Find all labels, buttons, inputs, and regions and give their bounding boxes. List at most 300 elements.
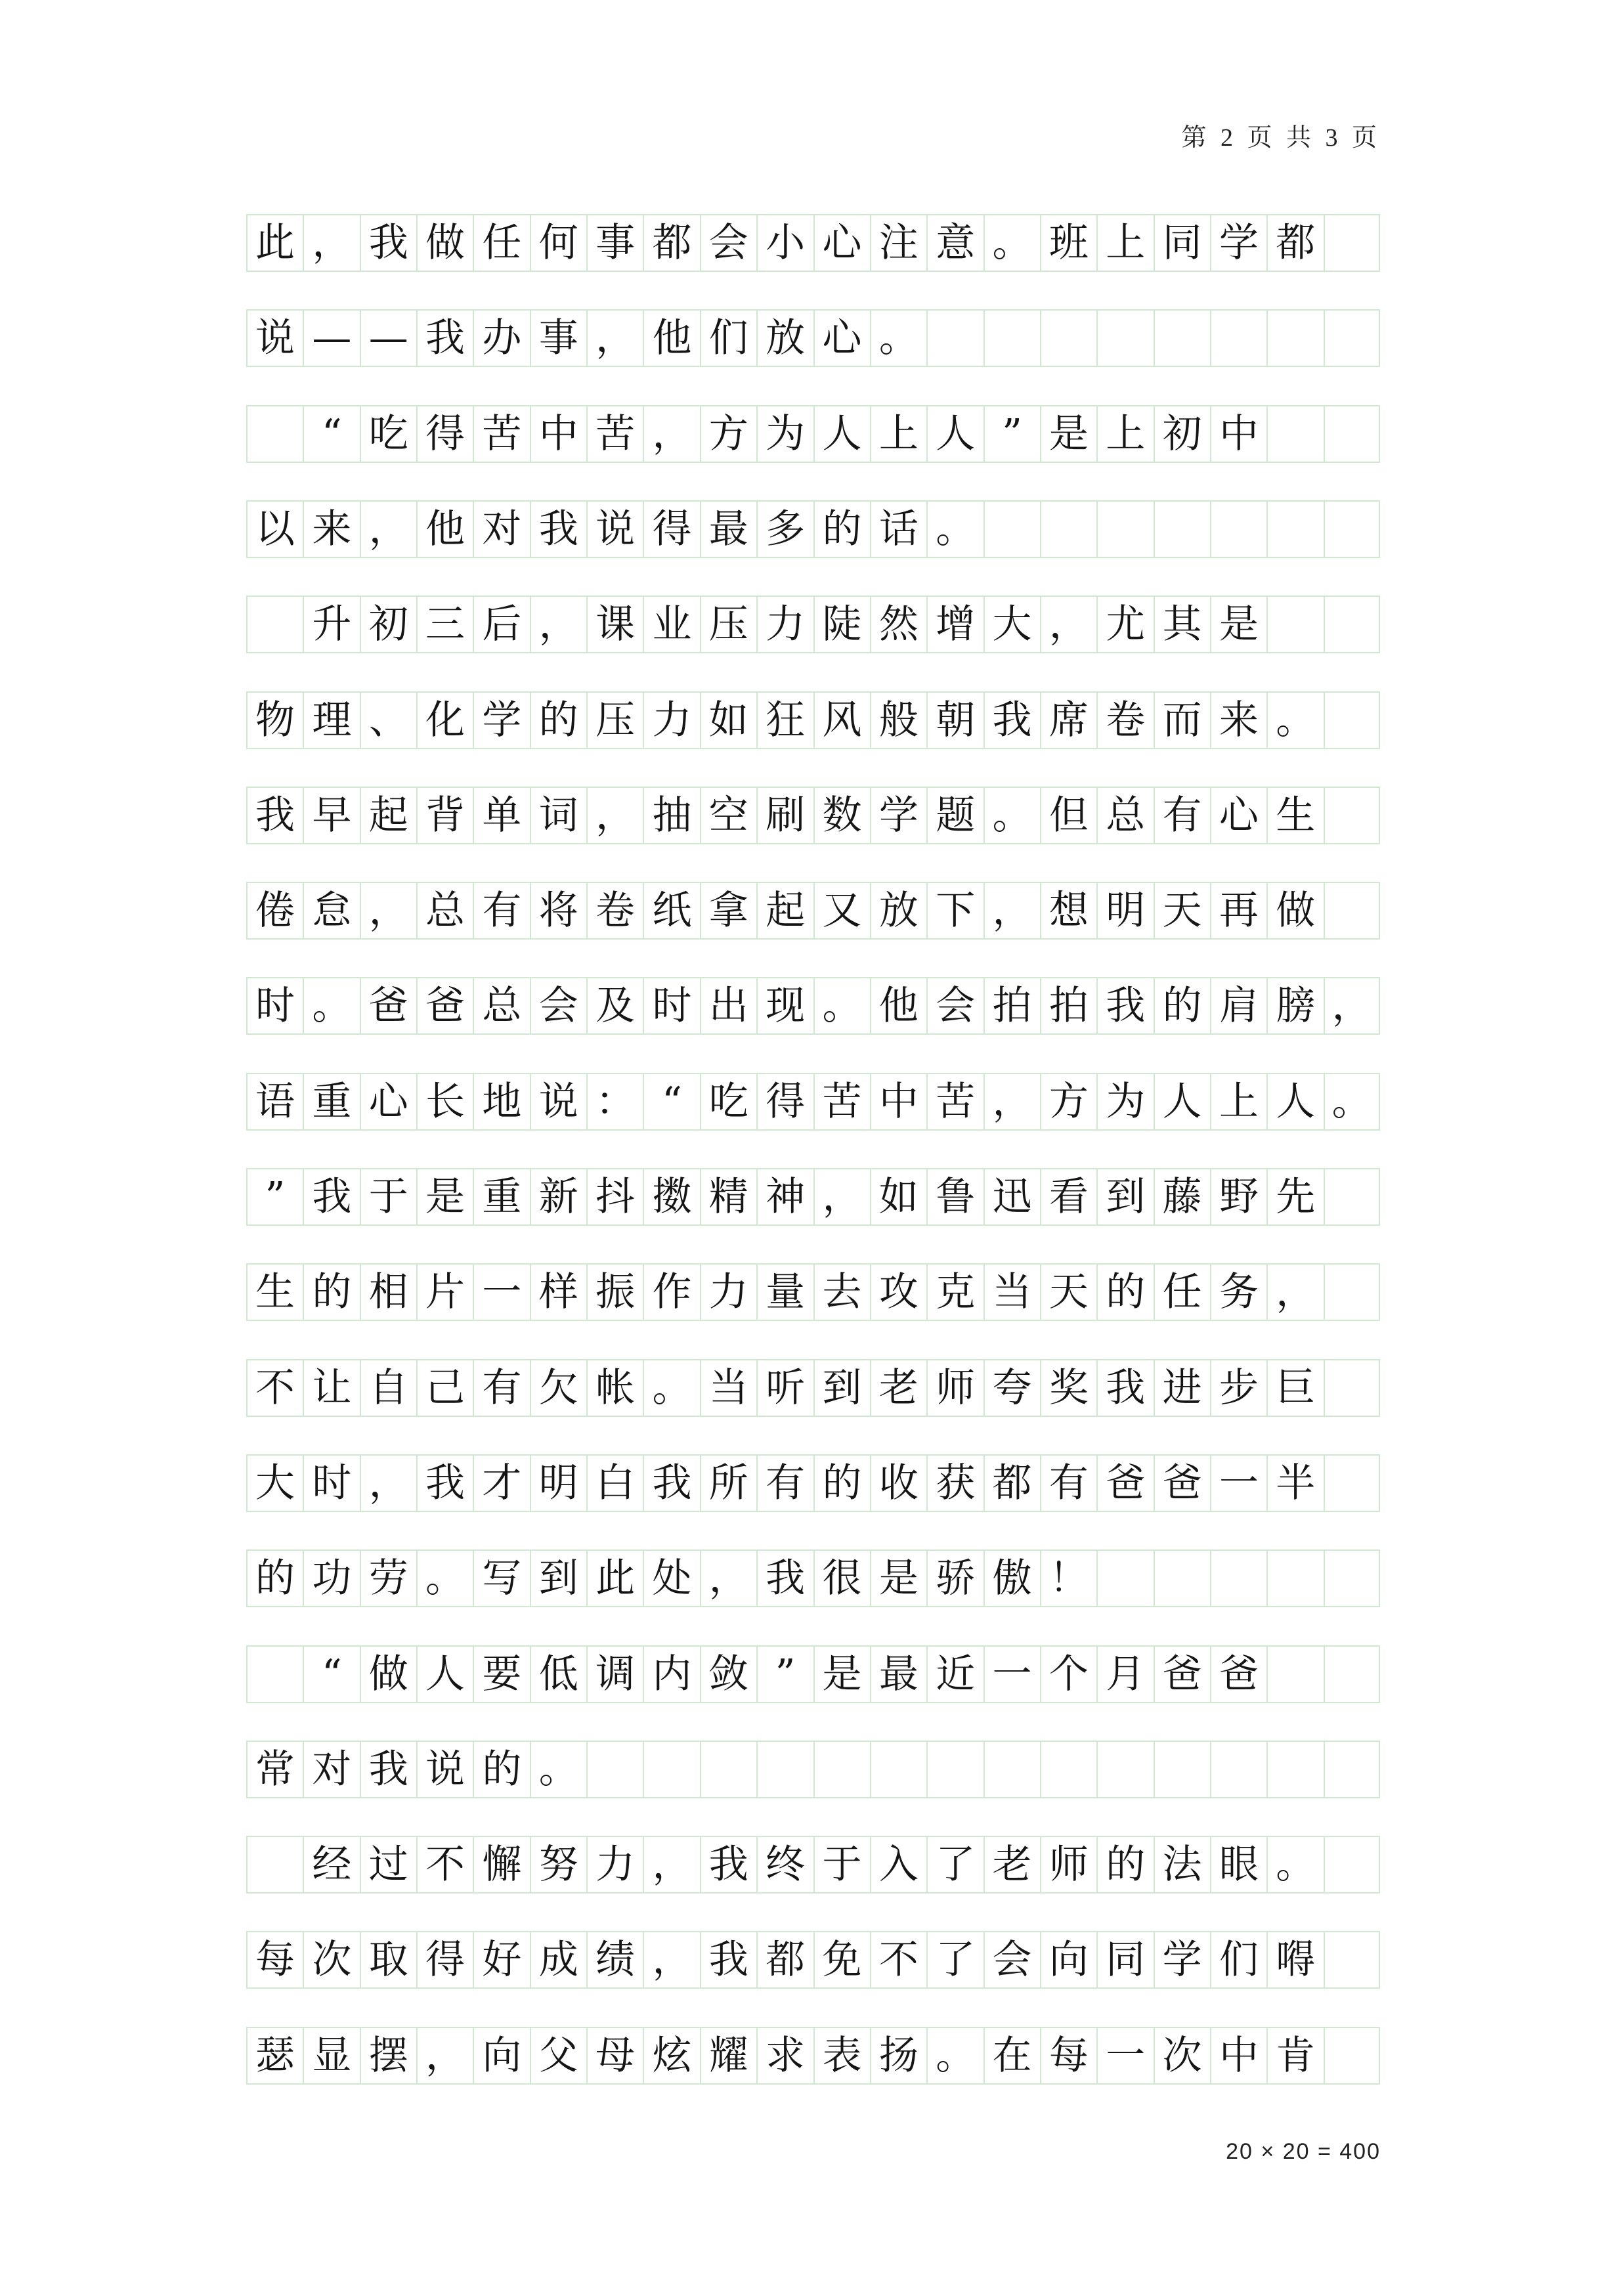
grid-cell: 成 xyxy=(530,1932,586,1987)
grid-cell: 一 xyxy=(473,1265,529,1320)
grid-cell xyxy=(926,311,983,366)
grid-cell xyxy=(246,406,303,462)
grid-cell: 。 xyxy=(1266,693,1323,748)
grid-cell: ， xyxy=(700,1551,756,1606)
grid-cell: 藤 xyxy=(1154,1169,1210,1224)
grid-cell: ， xyxy=(416,2028,473,2083)
grid-cell: 懈 xyxy=(473,1837,529,1892)
grid-cell: 风 xyxy=(813,693,870,748)
grid-cell: ， xyxy=(360,883,416,938)
grid-cell: 起 xyxy=(756,883,813,938)
grid-cell: 。 xyxy=(416,1551,473,1606)
grid-cell: 拿 xyxy=(700,883,756,938)
grid-cell: 务 xyxy=(1210,1265,1266,1320)
grid-cell: 人 xyxy=(1154,1074,1210,1129)
grid-cell: 理 xyxy=(303,693,359,748)
grid-cell: 显 xyxy=(303,2028,359,2083)
grid-cell: 如 xyxy=(870,1169,926,1224)
grid-cell xyxy=(983,1742,1040,1797)
grid-cell: 瑟 xyxy=(246,2028,303,2083)
grid-cell: 白 xyxy=(586,1456,643,1511)
grid-cell: 次 xyxy=(303,1932,359,1987)
grid-cell: 然 xyxy=(870,597,926,652)
grid-cell: 迅 xyxy=(983,1169,1040,1224)
grid-cell: 于 xyxy=(813,1837,870,1892)
grid-cell: 向 xyxy=(1040,1932,1096,1987)
grid-cell: 爸 xyxy=(1096,1456,1153,1511)
grid-cell: 事 xyxy=(530,311,586,366)
grid-row xyxy=(246,1836,1380,1894)
grid-cell: 调 xyxy=(586,1647,643,1702)
grid-cell: 终 xyxy=(756,1837,813,1892)
grid-cell: ， xyxy=(983,1074,1040,1129)
grid-cell: 、 xyxy=(360,693,416,748)
grid-row xyxy=(246,1645,1380,1703)
grid-cell: 吃 xyxy=(700,1074,756,1129)
grid-cell xyxy=(1266,597,1323,652)
grid-cell: 于 xyxy=(360,1169,416,1224)
grid-cell: 每 xyxy=(1040,2028,1096,2083)
grid-cell: 人 xyxy=(416,1647,473,1702)
grid-cell: 摆 xyxy=(360,2028,416,2083)
grid-cell: 何 xyxy=(530,215,586,271)
grid-cell: — xyxy=(360,311,416,366)
grid-cell: 总 xyxy=(416,883,473,938)
grid-cell xyxy=(1324,1456,1380,1511)
grid-cell: 擞 xyxy=(643,1169,699,1224)
grid-cell: 初 xyxy=(360,597,416,652)
grid-cell: 来 xyxy=(303,502,359,557)
grid-cell: 抖 xyxy=(586,1169,643,1224)
grid-row xyxy=(246,691,1380,749)
grid-row xyxy=(246,2027,1380,2085)
grid-cell: 内 xyxy=(643,1647,699,1702)
grid-cell: 中 xyxy=(870,1074,926,1129)
grid-cell: ， xyxy=(643,1837,699,1892)
grid-cell: 得 xyxy=(416,406,473,462)
grid-cell: 近 xyxy=(926,1647,983,1702)
grid-cell: 单 xyxy=(473,788,529,843)
grid-cell: 陡 xyxy=(813,597,870,652)
grid-cell: 力 xyxy=(643,693,699,748)
grid-cell: 好 xyxy=(473,1932,529,1987)
grid-cell: 努 xyxy=(530,1837,586,1892)
grid-cell: 大 xyxy=(246,1456,303,1511)
grid-cell xyxy=(926,1742,983,1797)
grid-cell: 说 xyxy=(586,502,643,557)
grid-cell xyxy=(756,1742,813,1797)
grid-cell: 事 xyxy=(586,215,643,271)
grid-cell xyxy=(1324,1169,1380,1224)
grid-cell: 个 xyxy=(1040,1647,1096,1702)
grid-cell: 当 xyxy=(983,1265,1040,1320)
grid-cell: 我 xyxy=(756,1551,813,1606)
grid-cell: 人 xyxy=(813,406,870,462)
grid-cell: 爸 xyxy=(1154,1456,1210,1511)
grid-cell: 入 xyxy=(870,1837,926,1892)
grid-cell: 所 xyxy=(700,1456,756,1511)
grid-cell: 。 xyxy=(870,311,926,366)
grid-row xyxy=(246,405,1380,463)
grid-cell xyxy=(1154,1742,1210,1797)
grid-cell: 是 xyxy=(813,1647,870,1702)
grid-cell: 此 xyxy=(586,1551,643,1606)
grid-cell: 是 xyxy=(870,1551,926,1606)
grid-cell xyxy=(643,1742,699,1797)
grid-cell: 的 xyxy=(1096,1265,1153,1320)
grid-cell: 法 xyxy=(1154,1837,1210,1892)
grid-cell: 步 xyxy=(1210,1360,1266,1416)
grid-cell: 肩 xyxy=(1210,978,1266,1033)
grid-cell: 我 xyxy=(416,311,473,366)
grid-cell: 方 xyxy=(1040,1074,1096,1129)
grid-cell: 有 xyxy=(1040,1456,1096,1511)
grid-cell: 我 xyxy=(700,1932,756,1987)
grid-cell xyxy=(1210,1742,1266,1797)
grid-cell: 重 xyxy=(473,1169,529,1224)
grid-cell: 处 xyxy=(643,1551,699,1606)
grid-cell xyxy=(1324,1360,1380,1416)
grid-cell: 对 xyxy=(473,502,529,557)
grid-cell: 新 xyxy=(530,1169,586,1224)
grid-cell xyxy=(870,1742,926,1797)
grid-row xyxy=(246,1931,1380,1989)
grid-cell: 在 xyxy=(983,2028,1040,2083)
grid-cell: 都 xyxy=(1266,215,1323,271)
grid-cell: 让 xyxy=(303,1360,359,1416)
grid-cell: 的 xyxy=(1154,978,1210,1033)
grid-cell: 巨 xyxy=(1266,1360,1323,1416)
grid-cell: 得 xyxy=(416,1932,473,1987)
grid-cell xyxy=(1324,1265,1380,1320)
grid-cell: ， xyxy=(1324,978,1380,1033)
grid-cell: — xyxy=(303,311,359,366)
grid-cell: 及 xyxy=(586,978,643,1033)
grid-cell: 后 xyxy=(473,597,529,652)
grid-cell: 地 xyxy=(473,1074,529,1129)
grid-cell: 方 xyxy=(700,406,756,462)
grid-cell: 其 xyxy=(1154,597,1210,652)
grid-cell: 的 xyxy=(1096,1837,1153,1892)
grid-cell: 量 xyxy=(756,1265,813,1320)
grid-cell: 做 xyxy=(360,1647,416,1702)
grid-cell: ， xyxy=(303,215,359,271)
grid-cell: 。 xyxy=(303,978,359,1033)
grid-cell: 作 xyxy=(643,1265,699,1320)
grid-cell: 上 xyxy=(870,406,926,462)
grid-cell xyxy=(1324,1932,1380,1987)
grid-cell xyxy=(1324,1837,1380,1892)
grid-cell: 拍 xyxy=(983,978,1040,1033)
grid-row xyxy=(246,214,1380,272)
grid-cell: 听 xyxy=(756,1360,813,1416)
grid-cell: 扬 xyxy=(870,2028,926,2083)
grid-cell xyxy=(1266,1647,1323,1702)
grid-cell: 。 xyxy=(983,215,1040,271)
grid-cell xyxy=(1154,311,1210,366)
grid-row xyxy=(246,309,1380,367)
grid-cell: 了 xyxy=(926,1837,983,1892)
grid-cell: 卷 xyxy=(586,883,643,938)
grid-cell: 而 xyxy=(1154,693,1210,748)
grid-cell: 早 xyxy=(303,788,359,843)
grid-row xyxy=(246,500,1380,558)
grid-cell: 会 xyxy=(983,1932,1040,1987)
grid-cell: 生 xyxy=(246,1265,303,1320)
grid-cell xyxy=(1096,502,1153,557)
grid-cell: 最 xyxy=(700,502,756,557)
grid-cell: 去 xyxy=(813,1265,870,1320)
grid-cell: ， xyxy=(586,788,643,843)
grid-cell: 我 xyxy=(416,1456,473,1511)
grid-cell xyxy=(1324,215,1380,271)
grid-cell: 到 xyxy=(813,1360,870,1416)
grid-cell xyxy=(1266,1742,1323,1797)
grid-cell: 。 xyxy=(1266,1837,1323,1892)
grid-row xyxy=(246,882,1380,940)
grid-cell: 空 xyxy=(700,788,756,843)
grid-cell: 总 xyxy=(473,978,529,1033)
grid-cell xyxy=(1096,1551,1153,1606)
grid-cell: 己 xyxy=(416,1360,473,1416)
grid-cell xyxy=(1040,1742,1096,1797)
grid-cell: 的 xyxy=(813,1456,870,1511)
grid-cell: 是 xyxy=(1040,406,1096,462)
grid-cell: 上 xyxy=(1096,406,1153,462)
grid-cell: 表 xyxy=(813,2028,870,2083)
grid-cell: 我 xyxy=(303,1169,359,1224)
grid-cell xyxy=(1324,1647,1380,1702)
grid-cell: 又 xyxy=(813,883,870,938)
grid-cell: 人 xyxy=(1266,1074,1323,1129)
grid-cell: 爸 xyxy=(1154,1647,1210,1702)
grid-row xyxy=(246,1359,1380,1417)
grid-cell: 他 xyxy=(416,502,473,557)
writing-grid xyxy=(246,197,1380,2105)
grid-cell: 免 xyxy=(813,1932,870,1987)
grid-cell: 每 xyxy=(246,1932,303,1987)
grid-cell: 般 xyxy=(870,693,926,748)
grid-cell: 任 xyxy=(473,215,529,271)
grid-cell: 攻 xyxy=(870,1265,926,1320)
grid-cell: 怠 xyxy=(303,883,359,938)
grid-row xyxy=(246,1454,1380,1512)
grid-cell: 背 xyxy=(416,788,473,843)
grid-cell: 一 xyxy=(983,1647,1040,1702)
grid-cell: 学 xyxy=(870,788,926,843)
grid-cell: 们 xyxy=(700,311,756,366)
grid-cell: 写 xyxy=(473,1551,529,1606)
grid-cell xyxy=(1040,311,1096,366)
grid-cell: 说 xyxy=(246,311,303,366)
grid-cell: 不 xyxy=(416,1837,473,1892)
grid-cell: 不 xyxy=(246,1360,303,1416)
grid-cell: 。 xyxy=(926,2028,983,2083)
grid-cell: 物 xyxy=(246,693,303,748)
grid-cell: ！ xyxy=(1040,1551,1096,1606)
grid-cell: 到 xyxy=(1096,1169,1153,1224)
grid-cell: 同 xyxy=(1096,1932,1153,1987)
grid-cell: 上 xyxy=(1096,215,1153,271)
grid-cell: ， xyxy=(1040,597,1096,652)
grid-cell xyxy=(1154,502,1210,557)
grid-cell: 绩 xyxy=(586,1932,643,1987)
grid-cell: 学 xyxy=(1154,1932,1210,1987)
grid-cell: ， xyxy=(586,311,643,366)
grid-cell xyxy=(1324,597,1380,652)
grid-cell: 明 xyxy=(530,1456,586,1511)
grid-cell: 起 xyxy=(360,788,416,843)
grid-cell: 班 xyxy=(1040,215,1096,271)
grid-cell xyxy=(246,597,303,652)
grid-cell: “ xyxy=(643,1074,699,1129)
grid-cell: 以 xyxy=(246,502,303,557)
grid-cell: 纸 xyxy=(643,883,699,938)
grid-cell: 会 xyxy=(926,978,983,1033)
grid-cell: 将 xyxy=(530,883,586,938)
grid-cell: 人 xyxy=(926,406,983,462)
grid-cell: 得 xyxy=(643,502,699,557)
grid-cell: 有 xyxy=(756,1456,813,1511)
grid-cell xyxy=(1154,1551,1210,1606)
grid-cell: 振 xyxy=(586,1265,643,1320)
grid-cell: 升 xyxy=(303,597,359,652)
grid-cell: 初 xyxy=(1154,406,1210,462)
grid-cell: ， xyxy=(643,1932,699,1987)
grid-cell: 得 xyxy=(756,1074,813,1129)
grid-cell: 时 xyxy=(643,978,699,1033)
grid-cell xyxy=(1210,1551,1266,1606)
grid-cell: 敛 xyxy=(700,1647,756,1702)
grid-cell: 压 xyxy=(586,693,643,748)
grid-cell: 取 xyxy=(360,1932,416,1987)
grid-cell xyxy=(983,311,1040,366)
grid-cell xyxy=(1266,406,1323,462)
grid-cell: 心 xyxy=(813,215,870,271)
grid-cell: 嘚 xyxy=(1266,1932,1323,1987)
grid-cell: 精 xyxy=(700,1169,756,1224)
grid-cell xyxy=(983,502,1040,557)
grid-cell: 是 xyxy=(1210,597,1266,652)
grid-cell: 不 xyxy=(870,1932,926,1987)
grid-cell: 老 xyxy=(870,1360,926,1416)
grid-cell: 功 xyxy=(303,1551,359,1606)
grid-cell: 总 xyxy=(1096,788,1153,843)
grid-cell: 心 xyxy=(1210,788,1266,843)
grid-cell: 一 xyxy=(1096,2028,1153,2083)
grid-cell xyxy=(1210,502,1266,557)
grid-cell: 学 xyxy=(473,693,529,748)
grid-cell: 师 xyxy=(1040,1837,1096,1892)
grid-cell: 了 xyxy=(926,1932,983,1987)
grid-cell: 爸 xyxy=(416,978,473,1033)
grid-cell xyxy=(1210,311,1266,366)
grid-cell: 师 xyxy=(926,1360,983,1416)
grid-cell: 下 xyxy=(926,883,983,938)
grid-cell xyxy=(1096,311,1153,366)
grid-cell: 膀 xyxy=(1266,978,1323,1033)
grid-cell: 心 xyxy=(360,1074,416,1129)
grid-cell: 说 xyxy=(530,1074,586,1129)
grid-cell: 力 xyxy=(756,597,813,652)
grid-cell: 低 xyxy=(530,1647,586,1702)
grid-cell: ， xyxy=(530,597,586,652)
grid-cell xyxy=(1324,693,1380,748)
grid-cell: 。 xyxy=(1324,1074,1380,1129)
grid-cell: 的 xyxy=(530,693,586,748)
grid-cell: ” xyxy=(756,1647,813,1702)
grid-cell: 天 xyxy=(1040,1265,1096,1320)
grid-cell: 向 xyxy=(473,2028,529,2083)
grid-cell xyxy=(1324,2028,1380,2083)
grid-cell: 压 xyxy=(700,597,756,652)
grid-cell: 眼 xyxy=(1210,1837,1266,1892)
grid-cell: 说 xyxy=(416,1742,473,1797)
grid-cell: 想 xyxy=(1040,883,1096,938)
grid-cell: 要 xyxy=(473,1647,529,1702)
grid-cell: 大 xyxy=(983,597,1040,652)
grid-cell: ， xyxy=(1266,1265,1323,1320)
grid-cell: 最 xyxy=(870,1647,926,1702)
grid-cell xyxy=(1266,502,1323,557)
grid-cell: 时 xyxy=(303,1456,359,1511)
grid-cell: 对 xyxy=(303,1742,359,1797)
grid-cell: 朝 xyxy=(926,693,983,748)
grid-cell: 骄 xyxy=(926,1551,983,1606)
grid-cell: 意 xyxy=(926,215,983,271)
grid-cell: 常 xyxy=(246,1742,303,1797)
grid-cell: “ xyxy=(303,1647,359,1702)
grid-cell: 先 xyxy=(1266,1169,1323,1224)
grid-cell: 。 xyxy=(926,502,983,557)
grid-cell: 傲 xyxy=(983,1551,1040,1606)
grid-cell: 老 xyxy=(983,1837,1040,1892)
grid-cell: 出 xyxy=(700,978,756,1033)
grid-cell: 有 xyxy=(473,883,529,938)
grid-cell: 半 xyxy=(1266,1456,1323,1511)
grid-cell: 。 xyxy=(983,788,1040,843)
grid-cell: 任 xyxy=(1154,1265,1210,1320)
grid-cell: 卷 xyxy=(1096,693,1153,748)
grid-cell: 我 xyxy=(530,502,586,557)
grid-cell: 话 xyxy=(870,502,926,557)
grid-cell xyxy=(1096,1742,1153,1797)
grid-cell xyxy=(1266,311,1323,366)
grid-cell: 奖 xyxy=(1040,1360,1096,1416)
grid-cell: 。 xyxy=(813,978,870,1033)
grid-cell: 上 xyxy=(1210,1074,1266,1129)
grid-cell: 收 xyxy=(870,1456,926,1511)
grid-cell: 题 xyxy=(926,788,983,843)
grid-cell: 当 xyxy=(700,1360,756,1416)
grid-cell: 我 xyxy=(1096,978,1153,1033)
grid-cell: 才 xyxy=(473,1456,529,1511)
grid-cell: 耀 xyxy=(700,2028,756,2083)
grid-cell: 有 xyxy=(473,1360,529,1416)
grid-cell: 抽 xyxy=(643,788,699,843)
grid-cell: ： xyxy=(586,1074,643,1129)
grid-cell: 野 xyxy=(1210,1169,1266,1224)
grid-cell: 长 xyxy=(416,1074,473,1129)
grid-cell: 他 xyxy=(643,311,699,366)
grid-cell: 看 xyxy=(1040,1169,1096,1224)
grid-cell: 到 xyxy=(530,1551,586,1606)
grid-cell xyxy=(586,1742,643,1797)
grid-cell: 爸 xyxy=(360,978,416,1033)
grid-cell: 求 xyxy=(756,2028,813,2083)
grid-cell: 狂 xyxy=(756,693,813,748)
grid-cell: 做 xyxy=(416,215,473,271)
